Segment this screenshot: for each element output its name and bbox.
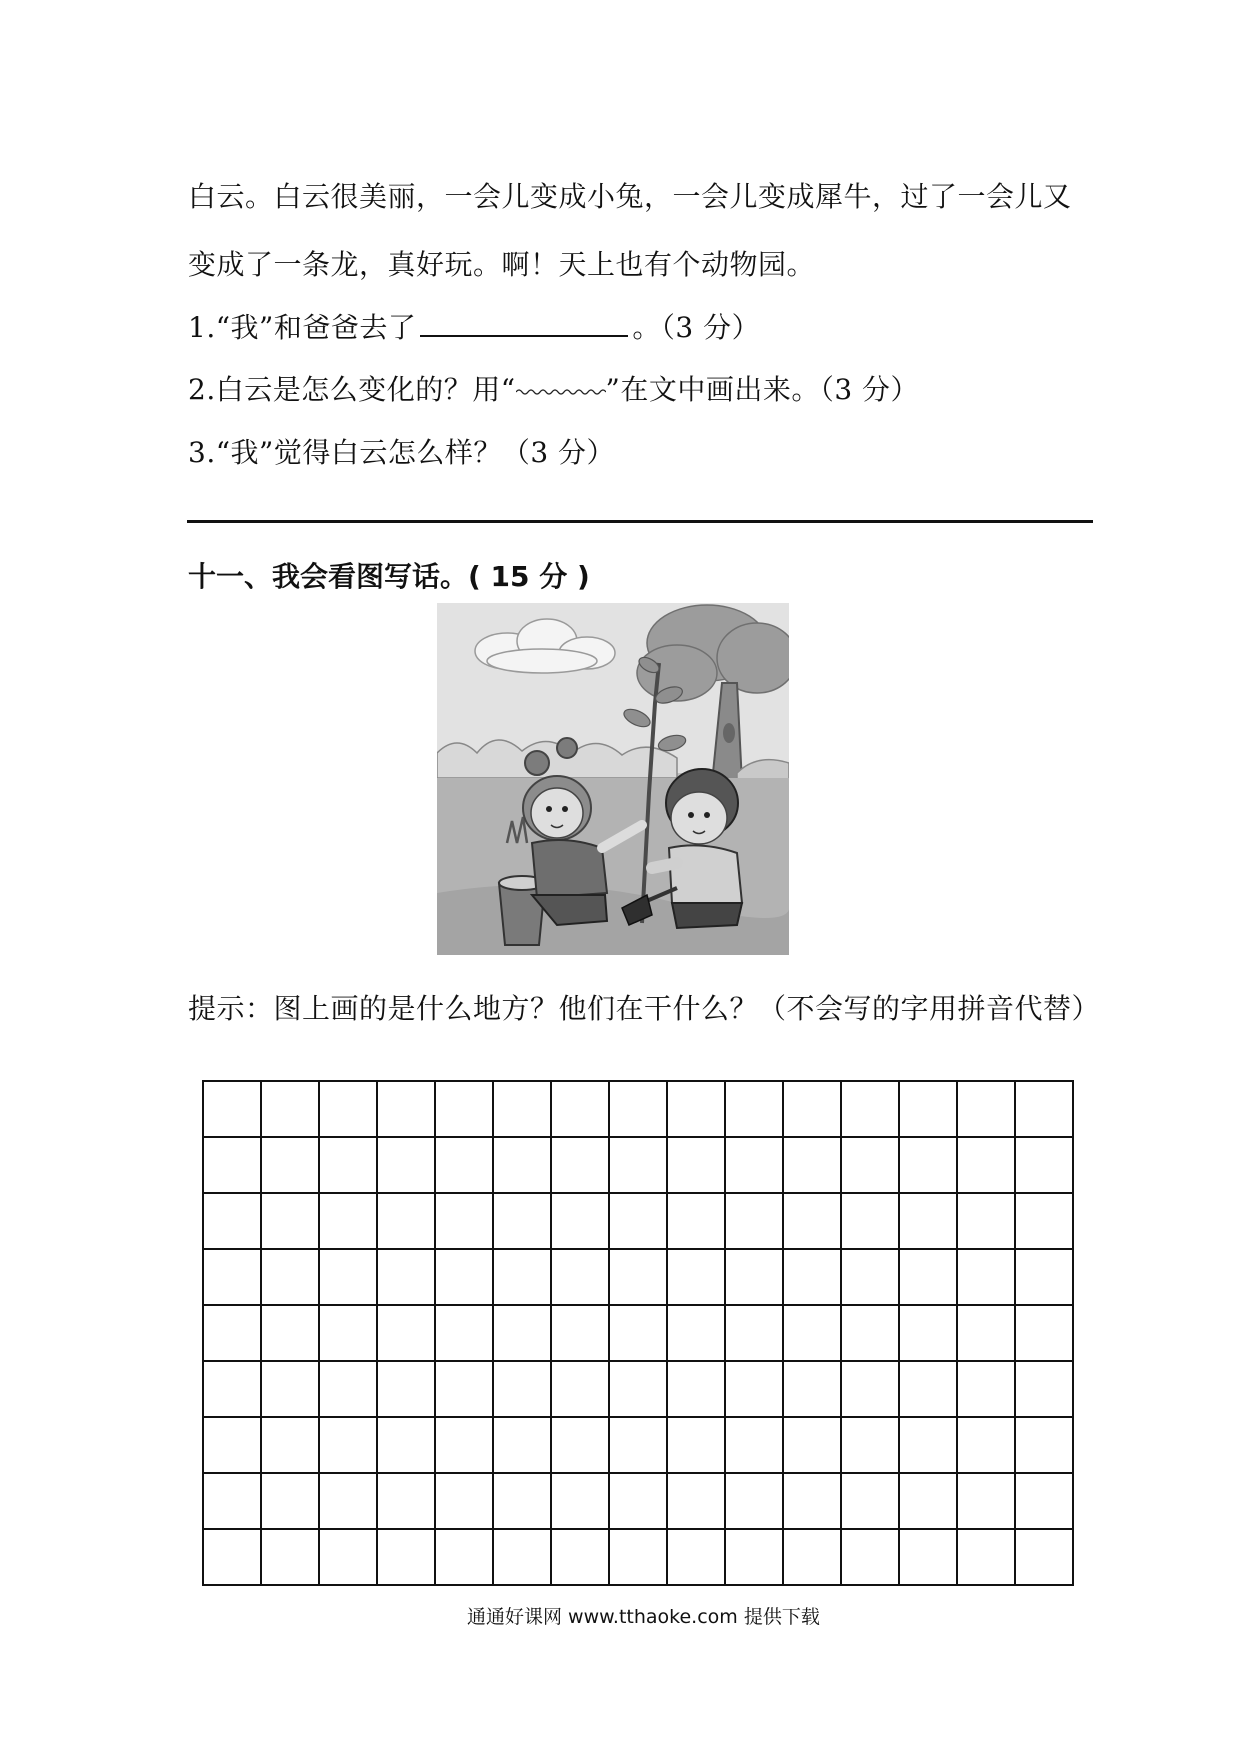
- grid-cell[interactable]: [378, 1306, 436, 1362]
- grid-cell[interactable]: [958, 1194, 1016, 1250]
- wavy-line-icon: [516, 388, 606, 396]
- grid-cell[interactable]: [378, 1474, 436, 1530]
- grid-cell[interactable]: [668, 1138, 726, 1194]
- grid-cell[interactable]: [726, 1362, 784, 1418]
- grid-cell[interactable]: [320, 1474, 378, 1530]
- grid-cell[interactable]: [668, 1250, 726, 1306]
- grid-cell[interactable]: [494, 1306, 552, 1362]
- grid-cell[interactable]: [436, 1250, 494, 1306]
- grid-cell[interactable]: [610, 1082, 668, 1138]
- grid-cell[interactable]: [494, 1530, 552, 1586]
- grid-cell[interactable]: [726, 1138, 784, 1194]
- grid-cell[interactable]: [726, 1082, 784, 1138]
- tree-planting-illustration: [437, 603, 789, 955]
- grid-cell[interactable]: [320, 1306, 378, 1362]
- grid-cell[interactable]: [610, 1306, 668, 1362]
- grid-cell[interactable]: [900, 1194, 958, 1250]
- grid-cell[interactable]: [784, 1530, 842, 1586]
- grid-cell[interactable]: [668, 1194, 726, 1250]
- grid-cell[interactable]: [958, 1138, 1016, 1194]
- grid-cell[interactable]: [204, 1250, 262, 1306]
- writing-grid[interactable]: [202, 1080, 1074, 1586]
- grid-cell[interactable]: [552, 1530, 610, 1586]
- grid-cell[interactable]: [204, 1082, 262, 1138]
- grid-cell[interactable]: [494, 1418, 552, 1474]
- grid-cell[interactable]: [726, 1306, 784, 1362]
- grid-cell[interactable]: [668, 1306, 726, 1362]
- grid-cell[interactable]: [204, 1306, 262, 1362]
- grid-cell[interactable]: [610, 1138, 668, 1194]
- grid-cell[interactable]: [204, 1362, 262, 1418]
- writing-hint: 提示：图上画的是什么地方？他们在干什么？（不会写的字用拼音代替）: [188, 992, 1101, 1025]
- grid-cell[interactable]: [320, 1418, 378, 1474]
- grid-cell[interactable]: [900, 1530, 958, 1586]
- grid-cell[interactable]: [726, 1250, 784, 1306]
- grid-cell[interactable]: [436, 1082, 494, 1138]
- grid-cell[interactable]: [378, 1362, 436, 1418]
- grid-cell[interactable]: [842, 1082, 900, 1138]
- grid-cell[interactable]: [204, 1474, 262, 1530]
- grid-cell[interactable]: [436, 1418, 494, 1474]
- grid-cell[interactable]: [1016, 1306, 1074, 1362]
- grid-cell[interactable]: [204, 1418, 262, 1474]
- grid-cell[interactable]: [320, 1138, 378, 1194]
- grid-cell[interactable]: [378, 1138, 436, 1194]
- section-11-title: 十一、我会看图写话。( 15 分 ): [188, 560, 590, 593]
- grid-cell[interactable]: [958, 1418, 1016, 1474]
- grid-cell[interactable]: [958, 1250, 1016, 1306]
- grid-cell[interactable]: [436, 1530, 494, 1586]
- grid-cell[interactable]: [842, 1474, 900, 1530]
- grid-cell[interactable]: [262, 1194, 320, 1250]
- grid-cell[interactable]: [378, 1530, 436, 1586]
- grid-cell[interactable]: [204, 1138, 262, 1194]
- grid-cell[interactable]: [900, 1418, 958, 1474]
- grid-cell[interactable]: [1016, 1250, 1074, 1306]
- grid-cell[interactable]: [784, 1138, 842, 1194]
- grid-cell[interactable]: [668, 1418, 726, 1474]
- grid-cell[interactable]: [552, 1418, 610, 1474]
- grid-cell[interactable]: [378, 1082, 436, 1138]
- grid-cell[interactable]: [552, 1250, 610, 1306]
- passage-line-2: 变成了一条龙，真好玩。啊！天上也有个动物园。: [188, 248, 816, 281]
- grid-cell[interactable]: [320, 1082, 378, 1138]
- grid-cell[interactable]: [262, 1530, 320, 1586]
- grid-cell[interactable]: [436, 1362, 494, 1418]
- grid-cell[interactable]: [726, 1418, 784, 1474]
- grid-cell[interactable]: [610, 1418, 668, 1474]
- grid-cell[interactable]: [958, 1362, 1016, 1418]
- grid-cell[interactable]: [610, 1250, 668, 1306]
- question-3: 3.“我”觉得白云怎么样？（3 分）: [188, 436, 616, 469]
- grid-cell[interactable]: [842, 1194, 900, 1250]
- grid-cell[interactable]: [958, 1306, 1016, 1362]
- grid-cell[interactable]: [552, 1474, 610, 1530]
- grid-cell[interactable]: [494, 1082, 552, 1138]
- grid-cell[interactable]: [436, 1306, 494, 1362]
- question-2-instruction: ”在文中画出来。（3 分）: [605, 373, 920, 406]
- grid-cell[interactable]: [494, 1362, 552, 1418]
- footer-source: 通通好课网 www.tthaoke.com 提供下载: [467, 1606, 820, 1628]
- grid-cell[interactable]: [436, 1474, 494, 1530]
- answer-blank[interactable]: [420, 305, 628, 337]
- grid-cell[interactable]: [552, 1306, 610, 1362]
- grid-cell[interactable]: [842, 1138, 900, 1194]
- grid-cell[interactable]: [262, 1306, 320, 1362]
- grid-cell[interactable]: [784, 1418, 842, 1474]
- grid-cell[interactable]: [726, 1530, 784, 1586]
- grid-cell[interactable]: [726, 1474, 784, 1530]
- grid-cell[interactable]: [842, 1530, 900, 1586]
- grid-cell[interactable]: [842, 1418, 900, 1474]
- grid-cell[interactable]: [262, 1418, 320, 1474]
- grid-cell[interactable]: [494, 1474, 552, 1530]
- grid-cell[interactable]: [378, 1194, 436, 1250]
- grid-cell[interactable]: [784, 1194, 842, 1250]
- grid-cell[interactable]: [900, 1306, 958, 1362]
- grid-cell[interactable]: [610, 1530, 668, 1586]
- grid-cell[interactable]: [378, 1418, 436, 1474]
- grid-cell[interactable]: [842, 1250, 900, 1306]
- grid-cell[interactable]: [900, 1138, 958, 1194]
- grid-cell[interactable]: [784, 1362, 842, 1418]
- grid-cell[interactable]: [262, 1362, 320, 1418]
- question-2: [188, 368, 919, 408]
- grid-cell[interactable]: [552, 1082, 610, 1138]
- grid-cell[interactable]: [842, 1306, 900, 1362]
- grid-cell[interactable]: [552, 1138, 610, 1194]
- grid-cell[interactable]: [1016, 1474, 1074, 1530]
- grid-cell[interactable]: [552, 1362, 610, 1418]
- grid-cell[interactable]: [610, 1474, 668, 1530]
- grid-cell[interactable]: [784, 1306, 842, 1362]
- grid-cell[interactable]: [784, 1250, 842, 1306]
- grid-cell[interactable]: [900, 1082, 958, 1138]
- grid-cell[interactable]: [726, 1194, 784, 1250]
- question-1-text: 1.“我”和爸爸去了: [188, 311, 417, 344]
- grid-cell[interactable]: [610, 1362, 668, 1418]
- grid-cell[interactable]: [900, 1362, 958, 1418]
- grid-cell[interactable]: [958, 1530, 1016, 1586]
- grid-cell[interactable]: [958, 1474, 1016, 1530]
- question-1-score: 。（3 分）: [632, 311, 761, 344]
- grid-cell[interactable]: [958, 1082, 1016, 1138]
- grid-cell[interactable]: [668, 1530, 726, 1586]
- grid-cell[interactable]: [900, 1474, 958, 1530]
- grid-cell[interactable]: [262, 1474, 320, 1530]
- grid-cell[interactable]: [668, 1362, 726, 1418]
- grid-cell[interactable]: [668, 1082, 726, 1138]
- grid-cell[interactable]: [1016, 1194, 1074, 1250]
- grid-cell[interactable]: [1016, 1082, 1074, 1138]
- grid-cell[interactable]: [494, 1194, 552, 1250]
- grid-cell[interactable]: [320, 1250, 378, 1306]
- grid-cell[interactable]: [262, 1138, 320, 1194]
- grid-cell[interactable]: [1016, 1530, 1074, 1586]
- grid-cell[interactable]: [262, 1250, 320, 1306]
- grid-cell[interactable]: [1016, 1362, 1074, 1418]
- grid-cell[interactable]: [494, 1138, 552, 1194]
- grid-cell[interactable]: [1016, 1418, 1074, 1474]
- grid-cell[interactable]: [784, 1082, 842, 1138]
- grid-cell[interactable]: [668, 1474, 726, 1530]
- grid-cell[interactable]: [204, 1530, 262, 1586]
- grid-cell[interactable]: [262, 1082, 320, 1138]
- grid-cell[interactable]: [436, 1194, 494, 1250]
- grid-cell[interactable]: [204, 1194, 262, 1250]
- grid-cell[interactable]: [1016, 1138, 1074, 1194]
- question-2-text: 2.白云是怎么变化的？用“: [188, 373, 516, 406]
- grid-cell[interactable]: [610, 1194, 668, 1250]
- grid-cell[interactable]: [494, 1250, 552, 1306]
- grid-cell[interactable]: [378, 1250, 436, 1306]
- grid-cell[interactable]: [320, 1194, 378, 1250]
- question-1: [188, 305, 760, 346]
- grid-cell[interactable]: [436, 1138, 494, 1194]
- grid-cell[interactable]: [320, 1362, 378, 1418]
- grid-cell[interactable]: [784, 1474, 842, 1530]
- grid-cell[interactable]: [552, 1194, 610, 1250]
- grid-cell[interactable]: [842, 1362, 900, 1418]
- section-divider: [187, 520, 1093, 523]
- grid-cell[interactable]: [900, 1250, 958, 1306]
- grid-cell[interactable]: [320, 1530, 378, 1586]
- passage-line-1: 白云。白云很美丽，一会儿变成小兔，一会儿变成犀牛，过了一会儿又: [188, 180, 1072, 213]
